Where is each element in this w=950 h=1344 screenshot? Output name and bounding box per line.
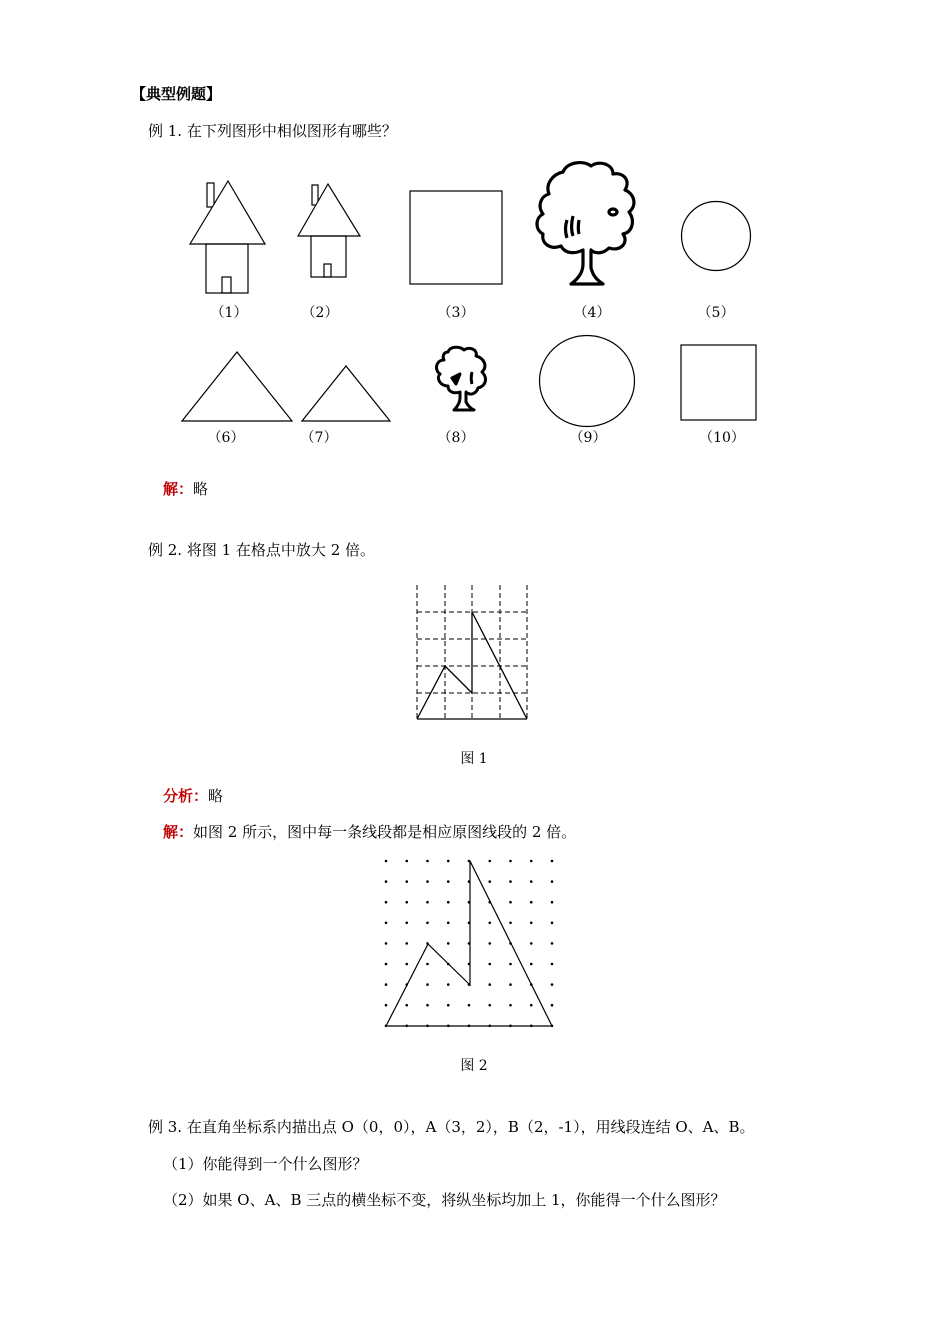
figure-label-8: （8）: [437, 430, 475, 446]
grid-dot: [426, 983, 429, 986]
grid-dot: [488, 880, 491, 883]
grid-dot: [551, 880, 554, 883]
grid-dot: [405, 963, 408, 966]
grid-dot: [447, 901, 450, 904]
grid-dot: [426, 922, 429, 925]
grid-dot: [385, 963, 388, 966]
section-heading: 【典型例题】: [131, 85, 222, 103]
grid-dot: [426, 963, 429, 966]
grid-dot: [551, 942, 554, 945]
grid-dot: [405, 1004, 408, 1007]
grid-dot: [551, 983, 554, 986]
figure-1-grid: [414, 585, 530, 721]
grid-dot: [509, 901, 512, 904]
figure-tree-small: [430, 344, 492, 414]
grid-dot: [385, 1004, 388, 1007]
grid-dot: [447, 880, 450, 883]
grid-dot: [385, 942, 388, 945]
figure-1-caption: 图 1: [460, 751, 488, 767]
grid-dot: [509, 880, 512, 883]
figure-label-6: （6）: [207, 430, 245, 446]
analysis-label: 分析：: [163, 787, 209, 805]
grid-dot: [488, 942, 491, 945]
grid-dot: [405, 942, 408, 945]
answer-text: 如图 2 所示，图中每一条线段都是相应原图线段的 2 倍。: [193, 823, 577, 841]
example-2-answer: [163, 822, 576, 842]
figure-square-small: [680, 344, 757, 421]
grid-dot: [551, 860, 554, 863]
grid-dot: [385, 983, 388, 986]
figure-label-4: （4）: [573, 305, 611, 321]
figure-circle-small: [680, 200, 752, 272]
answer-label: 解：: [163, 823, 194, 841]
grid-dot: [405, 860, 408, 863]
grid-dot: [509, 963, 512, 966]
grid-dot: [447, 942, 450, 945]
figure-2-caption: 图 2: [460, 1058, 488, 1074]
grid-dot: [530, 942, 533, 945]
grid-dot: [405, 922, 408, 925]
figure-label-3: （3）: [437, 305, 475, 321]
grid-dot: [385, 901, 388, 904]
grid-dot: [385, 922, 388, 925]
grid-dot: [509, 860, 512, 863]
grid-dot: [426, 880, 429, 883]
grid-dot: [488, 963, 491, 966]
grid-dot: [488, 922, 491, 925]
figure-label-9: （9）: [569, 430, 607, 446]
grid-dot: [530, 860, 533, 863]
example-3-question: 例 3. 在直角坐标系内描出点 O（0，0），A（3，2），B（2，-1），用线段连结 O、A、B。: [148, 1118, 755, 1136]
grid-dot: [488, 1004, 491, 1007]
grid-dot: [530, 1004, 533, 1007]
grid-dot: [509, 983, 512, 986]
grid-dot: [530, 922, 533, 925]
grid-dot: [385, 880, 388, 883]
figure-label-2: （2）: [301, 305, 339, 321]
figure-label-10: （10）: [699, 430, 745, 446]
example-3-subquestion-1: （1）你能得到一个什么图形？: [163, 1155, 368, 1173]
grid-dot: [426, 860, 429, 863]
figure-label-7: （7）: [300, 430, 338, 446]
grid-dot: [551, 963, 554, 966]
figure-label-5: （5）: [697, 305, 735, 321]
grid-dot: [488, 860, 491, 863]
grid-dot: [509, 1004, 512, 1007]
grid-dot: [447, 860, 450, 863]
grid-dot: [426, 901, 429, 904]
figure-tree-large: [533, 158, 641, 290]
example-3-subquestion-2: （2）如果 O、A、B 三点的横坐标不变，将纵坐标均加上 1，你能得一个什么图形？: [163, 1191, 726, 1209]
grid-dot: [468, 1004, 471, 1007]
grid-dot: [551, 901, 554, 904]
grid-dot: [405, 880, 408, 883]
figure-house-small: [296, 182, 364, 280]
grid-dot: [551, 1004, 554, 1007]
grid-dot: [551, 922, 554, 925]
figure-square-large: [409, 190, 503, 285]
example-2-analysis: [163, 786, 223, 806]
figure-label-1: （1）: [210, 305, 248, 321]
figure-triangle-small: [301, 364, 391, 422]
grid-dot: [447, 922, 450, 925]
example-1-question: 例 1. 在下列图形中相似图形有哪些？: [148, 122, 397, 140]
grid-dot: [447, 983, 450, 986]
figure-circle-large: [538, 334, 636, 428]
grid-dot: [530, 880, 533, 883]
grid-dot: [385, 860, 388, 863]
figure-house-large: [188, 178, 268, 296]
answer-label: 解：: [163, 480, 194, 498]
figure-triangle-large: [181, 350, 293, 422]
grid-dot: [405, 901, 408, 904]
grid-dot: [447, 1004, 450, 1007]
grid-dot: [426, 1004, 429, 1007]
example-2-question: 例 2. 将图 1 在格点中放大 2 倍。: [148, 541, 376, 559]
analysis-text: 略: [208, 787, 224, 805]
grid-dot: [530, 901, 533, 904]
grid-dot: [488, 983, 491, 986]
grid-dot: [509, 922, 512, 925]
grid-dot: [530, 963, 533, 966]
figure-2-dot-grid: [380, 856, 560, 1032]
example-1-answer: [163, 479, 208, 499]
answer-text: 略: [193, 480, 209, 498]
